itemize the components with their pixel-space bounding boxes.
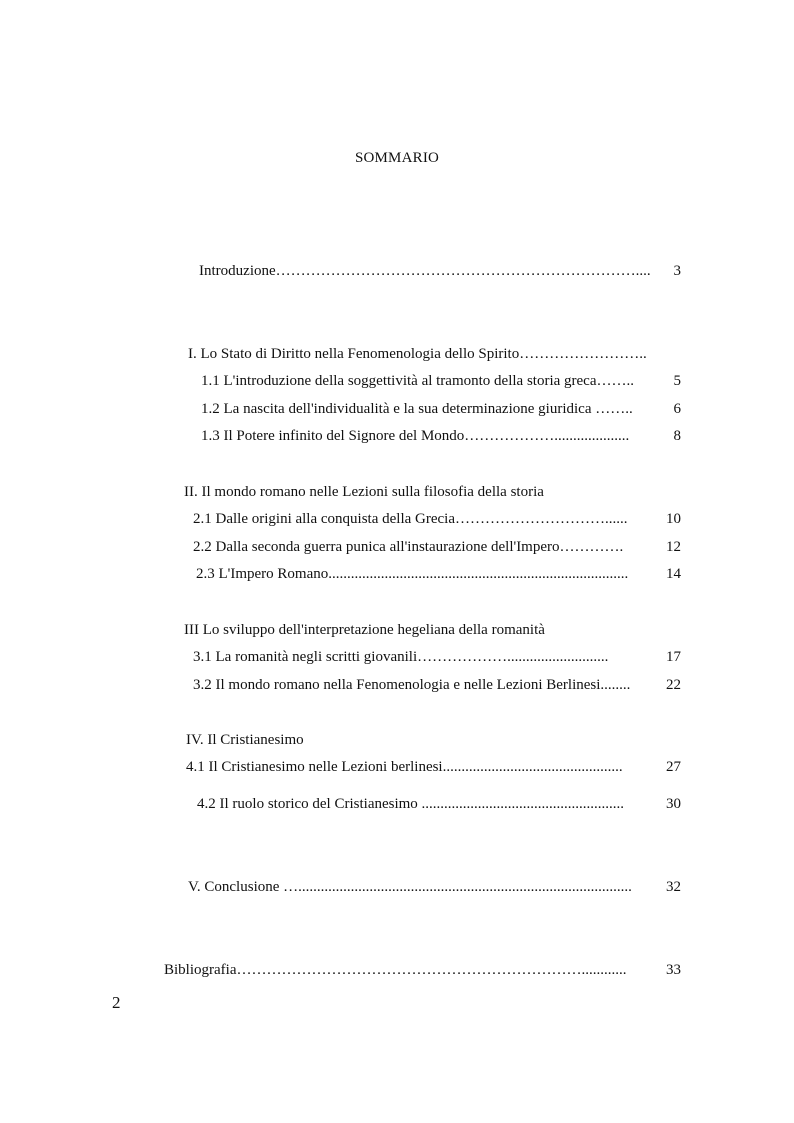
toc-section-2-1: 2.1 Dalle origini alla conquista della Grecia…………………………...... — [193, 511, 628, 527]
toc-entry-bibliografia: Bibliografia……………………………………………………………............ — [164, 962, 627, 978]
toc-page-1-3: 8 — [673, 428, 681, 444]
toc-page-2-3: 14 — [666, 566, 681, 582]
toc-chapter-2: II. Il mondo romano nelle Lezioni sulla filosofia della storia — [184, 484, 544, 500]
toc-section-1-3: 1.3 Il Potere infinito del Signore del Mondo……………….................... — [201, 428, 630, 444]
toc-page-introduzione: 3 — [673, 263, 681, 279]
toc-section-1-2: 1.2 La nascita dell'individualità e la sua determinazione giuridica …….. — [201, 401, 633, 417]
toc-chapter-1: I. Lo Stato di Diritto nella Fenomenologia dello Spirito…………………….. — [188, 346, 647, 362]
toc-page-4-1: 27 — [666, 759, 681, 775]
toc-page-1-1: 5 — [673, 373, 681, 389]
toc-page-1-2: 6 — [673, 401, 681, 417]
toc-page-3-1: 17 — [666, 649, 681, 665]
toc-page-5: 32 — [666, 879, 681, 895]
toc-section-1-1: 1.1 L'introduzione della soggettività al tramonto della storia greca…….. — [201, 373, 634, 389]
toc-page-2-1: 10 — [666, 511, 681, 527]
toc-chapter-5: V. Conclusione …......................................................................................... — [188, 879, 632, 895]
page-title: SOMMARIO — [354, 150, 440, 166]
toc-page-4-2: 30 — [666, 796, 681, 812]
toc-section-2-2: 2.2 Dalla seconda guerra punica all'instaurazione dell'Impero…………. — [193, 539, 624, 555]
toc-page-bibliografia: 33 — [666, 962, 681, 978]
toc-section-2-3: 2.3 L'Impero Romano................................................................................ — [196, 566, 629, 582]
toc-section-4-2: 4.2 Il ruolo storico del Cristianesimo ...................................................... — [197, 796, 625, 812]
toc-section-3-1: 3.1 La romanità negli scritti giovanili………………........................... — [193, 649, 609, 665]
toc-page-3-2: 22 — [666, 677, 681, 693]
toc-page-2-2: 12 — [666, 539, 681, 555]
toc-chapter-4: IV. Il Cristianesimo — [186, 732, 304, 748]
toc-section-3-2: 3.2 Il mondo romano nella Fenomenologia e nelle Lezioni Berlinesi........ — [193, 677, 631, 693]
toc-chapter-3: III Lo sviluppo dell'interpretazione hegeliana della romanità — [184, 622, 545, 638]
page-number: 2 — [112, 993, 121, 1012]
toc-section-4-1: 4.1 Il Cristianesimo nelle Lezioni berlinesi................................................ — [186, 759, 623, 775]
toc-entry-introduzione: Introduzione……………………………………………………………….... — [199, 263, 651, 279]
